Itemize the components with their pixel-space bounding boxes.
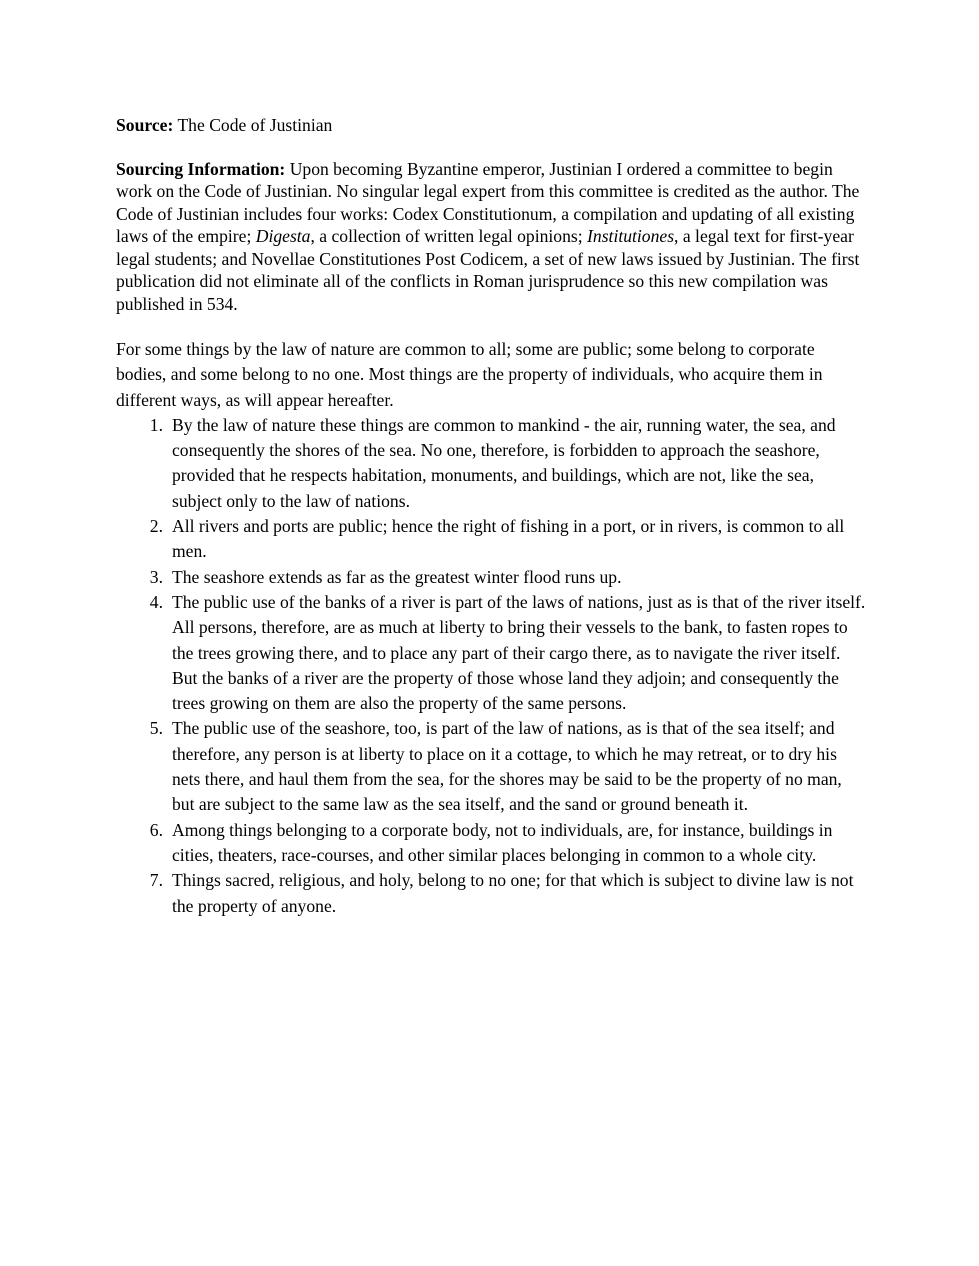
list-item-text: Things sacred, religious, and holy, belong to no one; for that which is subject to divine law is not the property of anyone. <box>172 870 854 916</box>
list-item-text: The seashore extends as far as the greatest winter flood runs up. <box>172 566 622 587</box>
list-item-number: 4. <box>149 591 163 612</box>
list-item-number: 2. <box>149 516 163 537</box>
list-item <box>116 590 866 716</box>
source-line <box>116 114 866 137</box>
list-item-number: 6. <box>149 819 163 840</box>
list-item-text: Among things belonging to a corporate body, not to individuals, are, for instance, buildings in cities, theaters, race-courses, and other similar places belonging in common to a whole city. <box>172 819 833 865</box>
list-item-text: All rivers and ports are public; hence the right of fishing in a port, or in rivers, is common to all men. <box>172 516 845 562</box>
source-value: The Code of Justinian <box>177 115 333 135</box>
law-list <box>116 413 866 919</box>
sourcing-information <box>116 158 866 316</box>
source-label: Source: <box>116 115 174 135</box>
list-item <box>116 514 866 565</box>
list-item-number: 7. <box>149 870 163 891</box>
document-page <box>116 114 866 919</box>
intro-paragraph: For some things by the law of nature are common to all; some are public; some belong to corporate bodies, and some belong to no one. Most things are the property of individuals, who acquire them in different ways, as will appear hereafter. <box>116 339 823 410</box>
list-item <box>116 818 866 869</box>
list-item <box>116 413 866 514</box>
sourcing-text-part1: Upon becoming Byzantine emperor, Justinian I ordered a committee to begin work on the Code of Justinian. No singular legal expert from this committee is credited as the author. The Code of Justinian includes four works: Codex Constitutionum, a compilation and updating of all existing laws of the empire; <box>116 158 860 246</box>
sourcing-text-part3: , a legal text for first-year legal students; and Novellae Constitutiones Post Codicem, a set of new laws issued by Justinian. The first publication did not eliminate all of the conflicts in Roman jurisprudence so this new compilation was published in 534. <box>116 226 860 314</box>
list-item-number: 3. <box>149 566 163 587</box>
list-item-text: The public use of the seashore, too, is part of the law of nations, as is that of the sea itself; and therefore, any person is at liberty to place on it a cottage, to which he may retreat, or to dry his nets there, and haul them from the sea, for the shores may be said to be the property of no man, but are subject to the same law as the sea itself, and the sand or ground beneath it. <box>172 718 842 815</box>
list-item-text: The public use of the banks of a river is part of the laws of nations, just as is that of the river itself. All persons, therefore, are as much at liberty to bring their vessels to the bank, to fasten ropes to the trees growing there, and to place any part of their cargo there, as to navigate the river itself. But the banks of a river are the property of those whose land they adjoin; and consequently the trees growing on them are also the property of the same persons. <box>172 591 866 714</box>
list-item <box>116 716 866 817</box>
institutiones-title: Institutiones <box>587 226 675 246</box>
digesta-title: Digesta <box>255 226 311 246</box>
list-item-number: 5. <box>149 718 163 739</box>
sourcing-label: Sourcing Information: <box>116 158 286 179</box>
sourcing-text-part2: , a collection of written legal opinions; <box>310 226 583 246</box>
list-item <box>116 565 866 590</box>
list-item-number: 1. <box>149 414 163 435</box>
list-item <box>116 868 866 919</box>
list-item-text: By the law of nature these things are common to mankind - the air, running water, the sea, and consequently the shores of the sea. No one, therefore, is forbidden to approach the seashore, provided that he respects habitation, monuments, and buildings, which are not, like the sea, subject only to the law of nations. <box>172 414 836 511</box>
